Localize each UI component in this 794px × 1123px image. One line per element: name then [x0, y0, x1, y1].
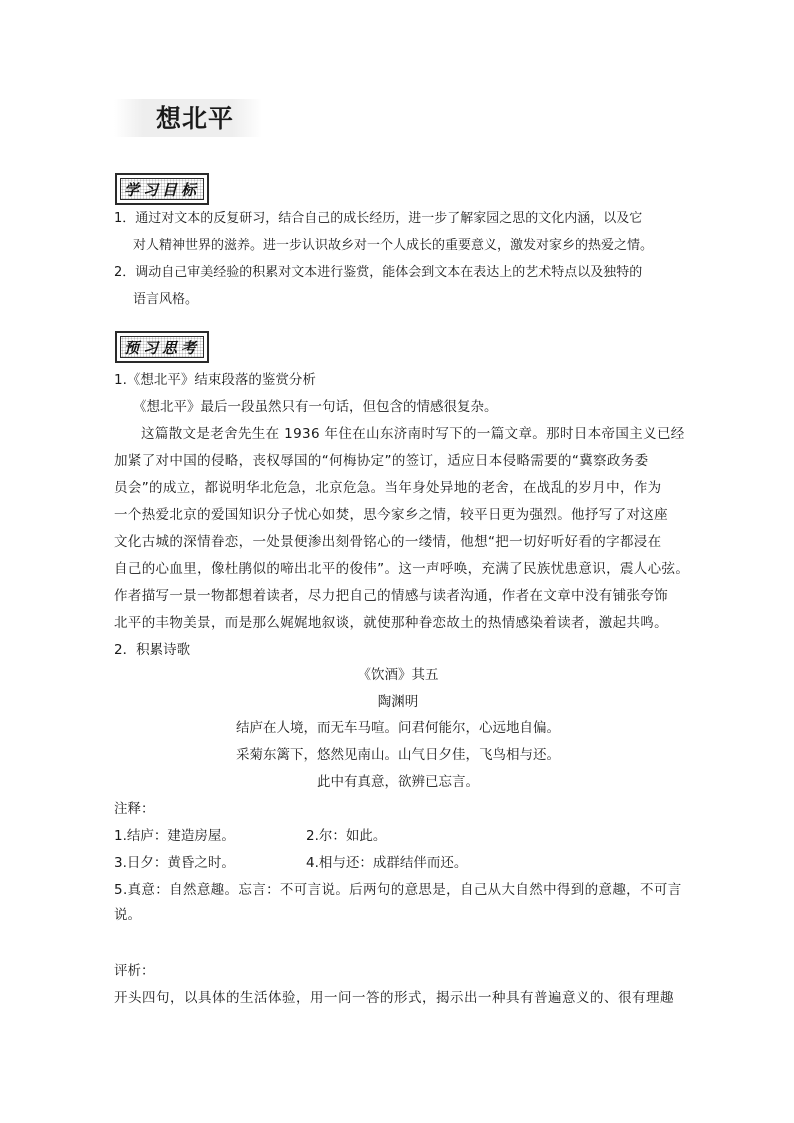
notes-label: 注释： — [114, 801, 155, 817]
note-1: 1.结庐：建造房屋。 — [114, 828, 235, 844]
paragraph-line: 北平的丰物美景，而是那么娓娓地叙谈，就使那种眷恋故土的热情感染着读者，激起共鸣。 — [114, 615, 668, 631]
analysis-label: 评析： — [114, 963, 155, 979]
paragraph-line: 加紧了对中国的侵略，丧权辱国的“何梅协定”的签订，适应日本侵略需要的“冀察政务委 — [114, 453, 649, 469]
section-label-text: 预习思考 — [123, 338, 200, 357]
note-4: 4.相与还：成群结伴而还。 — [306, 855, 468, 871]
goal-1-line-2: 对人精神世界的滋养。进一步认识故乡对一个人成长的重要意义，激发对家乡的热爱之情。 — [133, 238, 654, 253]
paragraph-line: 这篇散文是老舍先生在 1936 年住在山东济南时写下的一篇文章。那时日本帝国主义已经 — [141, 426, 685, 442]
section-label-text: 学习目标 — [123, 180, 200, 199]
poem-title: 《饮酒》其五 — [357, 667, 439, 683]
poem-line: 结庐在人境，而无车马喧。问君何能尔，心远地自偏。 — [236, 720, 560, 736]
paragraph-line: 自己的心血里，像杜鹃似的啼出北平的俊伟”。这一声呼唤，充满了民族忧患意识，震人心弦。 — [114, 561, 690, 577]
preview-item-2-heading: 2．积累诗歌 — [114, 642, 191, 658]
note-5-line-2: 说。 — [114, 907, 141, 923]
section-label-goals — [115, 173, 209, 205]
poem-line: 此中有真意，欲辨已忘言。 — [317, 774, 479, 790]
poem-author: 陶渊明 — [377, 694, 419, 710]
note-3: 3.日夕：黄昏之时。 — [114, 855, 235, 871]
goal-2-line-1: 2．调动自己审美经验的积累对文本进行鉴赏，能体会到文本在表达上的艺术特点以及独特的 — [114, 265, 643, 280]
paragraph-line: 员会”的成立，都说明华北危急，北京危急。当年身处异地的老舍，在战乱的岁月中，作为 — [114, 480, 662, 496]
analysis-text: 开头四句，以具体的生活体验，用一问一答的形式，揭示出一种具有普遍意义的、很有理趣 — [114, 990, 674, 1006]
goal-2-line-2: 语言风格。 — [133, 292, 199, 307]
section-label-preview — [115, 331, 209, 363]
goal-1-line-1: 1．通过对文本的反复研习，结合自己的成长经历，进一步了解家园之思的文化内涵，以及它 — [114, 211, 643, 226]
note-2: 2.尔：如此。 — [306, 828, 387, 844]
paragraph-line: 一个热爱北京的爱国知识分子忧心如焚，思今家乡之情，较平日更为强烈。他抒写了对这座 — [114, 507, 668, 523]
paragraph-line: 文化古城的深情眷恋，一处景便渗出刻骨铭心的一缕情，他想“把一切好听好看的字都浸在 — [114, 534, 662, 550]
note-5-line-1: 5.真意：自然意趣。忘言：不可言说。后两句的意思是，自己从大自然中得到的意趣，不可言 — [114, 882, 682, 898]
poem-line: 采菊东篱下，悠然见南山。山气日夕佳，飞鸟相与还。 — [236, 747, 560, 763]
preview-item-1-heading: 1.《想北平》结束段落的鉴赏分析 — [114, 372, 316, 388]
paragraph-line: 作者描写一景一物都想着读者，尽力把自己的情感与读者沟通，作者在文章中没有铺张夸饰 — [114, 588, 668, 604]
page-title: 想北平 — [156, 104, 235, 133]
preview-item-1-intro: 《想北平》最后一段虽然只有一句话，但包含的情感很复杂。 — [133, 399, 498, 415]
